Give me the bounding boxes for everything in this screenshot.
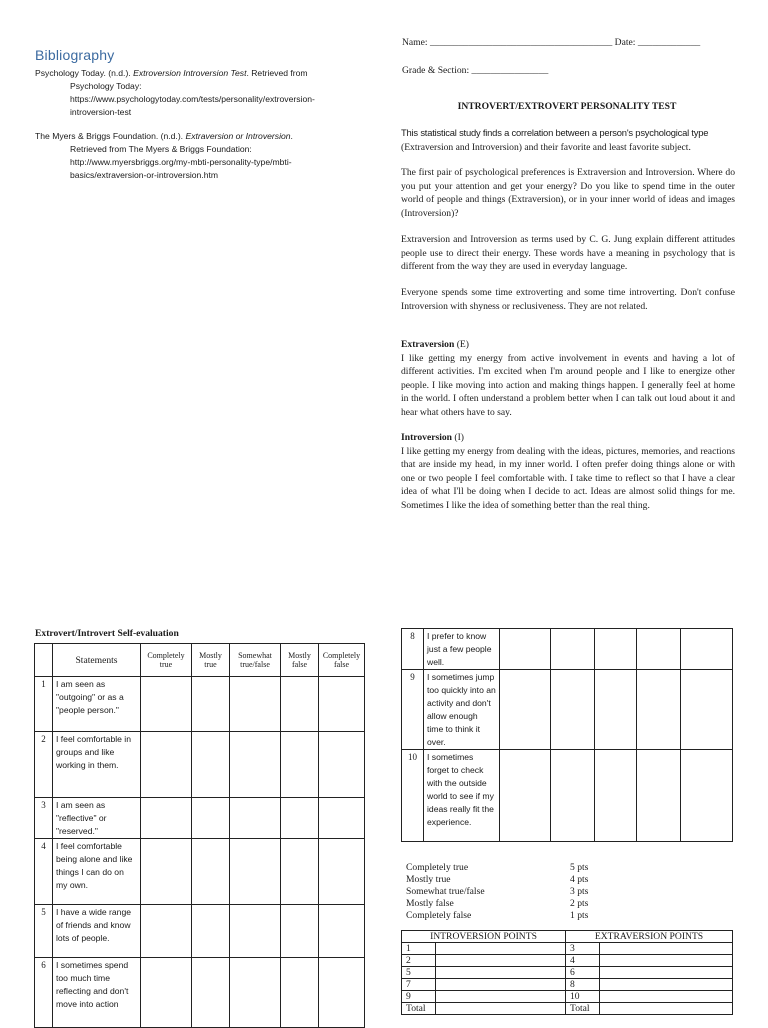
extraversion-item: 3: [566, 943, 600, 955]
header-statements: Statements: [53, 644, 141, 677]
row-number: 4: [35, 839, 53, 905]
points-cell[interactable]: [436, 979, 566, 991]
row-number: 2: [35, 732, 53, 798]
extraversion-text: I like getting my energy from active involvement in events and having a lot of different activities. I'm excited when I'm around people and I like to energize other people. I like moving into action and making things happen. I generally feel at home in the world. I often understand a problem better when I can talk out loud about it and hear what others have to say.: [401, 352, 735, 418]
points-table: [401, 930, 733, 1015]
self-evaluation-title: Extrovert/Introvert Self-evaluation: [35, 628, 179, 639]
intro-paragraph: [401, 126, 735, 154]
row-statement: I feel comfortable in groups and like working in them.: [53, 732, 141, 798]
row-statement: I sometimes forget to check with the outside world to see if my ideas really fit the experience.: [424, 750, 500, 842]
header-completely-true: Completely true: [141, 644, 192, 677]
introversion-item: 9: [402, 991, 436, 1003]
answer-cell[interactable]: [281, 732, 319, 798]
answer-cell[interactable]: [141, 798, 192, 839]
self-evaluation-table: [34, 643, 365, 1028]
bib-work-title: Extroversion Introversion Test: [133, 68, 247, 78]
answer-cell[interactable]: [319, 839, 365, 905]
answer-cell[interactable]: [681, 670, 733, 750]
paragraph-everyone: Everyone spends some time extroverting and some time introverting. Don't confuse Introversion with shyness or reclusiveness. They are not related.: [401, 287, 735, 312]
score-label: Completely false: [406, 910, 472, 921]
answer-cell[interactable]: [281, 905, 319, 958]
points-cell[interactable]: [600, 1003, 733, 1015]
table-row: [35, 798, 365, 839]
answer-cell[interactable]: [230, 958, 281, 1028]
row-statement: I am seen as "reflective" or "reserved.": [53, 798, 141, 839]
answer-cell[interactable]: [230, 732, 281, 798]
table-row: [402, 967, 733, 979]
answer-cell[interactable]: [192, 905, 230, 958]
paragraph-preferences: The first pair of psychological preferences is Extraversion and Introversion. Where do you put your attention and get your energy? Do you like to spend time in the outer world of people and things (Extraversion), or in your inner world of ideas and images (Introversion)?: [401, 167, 735, 219]
row-statement: I sometimes jump too quickly into an activity and don't allow enough time to think it over.: [424, 670, 500, 750]
answer-cell[interactable]: [595, 750, 637, 842]
bib-source: Retrieved from The Myers & Briggs Foundation:: [70, 144, 252, 154]
intro-lead: This statistical study finds a correlation between a person's psychological type: [401, 127, 709, 138]
bibliography-entry: [35, 67, 365, 119]
extraversion-item: 6: [566, 967, 600, 979]
row-number: 8: [402, 629, 424, 670]
row-number: 3: [35, 798, 53, 839]
extraversion-total-label: Total: [566, 1003, 600, 1015]
score-points: 5 pts: [570, 862, 589, 873]
points-cell[interactable]: [600, 979, 733, 991]
answer-cell[interactable]: [637, 670, 681, 750]
table-row: [402, 750, 733, 842]
introversion-item: 2: [402, 955, 436, 967]
answer-cell[interactable]: [319, 958, 365, 1028]
score-label: Completely true: [406, 862, 469, 873]
answer-cell[interactable]: [230, 677, 281, 732]
points-cell[interactable]: [600, 967, 733, 979]
points-cell[interactable]: [436, 955, 566, 967]
points-cell[interactable]: [600, 991, 733, 1003]
introversion-item: 5: [402, 967, 436, 979]
answer-cell[interactable]: [281, 677, 319, 732]
answer-cell[interactable]: [319, 732, 365, 798]
answer-cell[interactable]: [141, 677, 192, 732]
row-number: 10: [402, 750, 424, 842]
table-row: [402, 955, 733, 967]
introversion-total-label: Total: [402, 1003, 436, 1015]
introversion-item: 1: [402, 943, 436, 955]
bib-url-cont: basics/extraversion-or-introversion.htm: [70, 170, 219, 180]
bib-rest: . Retrieved from: [246, 68, 308, 78]
score-points: 3 pts: [570, 886, 589, 897]
bib-work-title: Extraversion or Introversion: [185, 131, 291, 141]
row-number: 5: [35, 905, 53, 958]
table-row: [402, 1003, 733, 1015]
bib-url: http://www.myersbriggs.org/my-mbti-personality-type/mbti-: [70, 157, 292, 167]
introversion-heading: Introversion: [401, 432, 452, 443]
points-cell[interactable]: [600, 955, 733, 967]
answer-cell[interactable]: [500, 750, 551, 842]
bibliography-title: Bibliography: [35, 47, 115, 63]
extraversion-item: 8: [566, 979, 600, 991]
answer-cell[interactable]: [551, 750, 595, 842]
answer-cell[interactable]: [141, 839, 192, 905]
scoring-points: [570, 862, 588, 922]
table-row: [35, 839, 365, 905]
points-cell[interactable]: [436, 1003, 566, 1015]
answer-cell[interactable]: [551, 670, 595, 750]
answer-cell[interactable]: [141, 732, 192, 798]
answer-cell[interactable]: [595, 629, 637, 670]
answer-cell[interactable]: [230, 798, 281, 839]
extraversion-code: (E): [454, 339, 469, 350]
answer-cell[interactable]: [192, 677, 230, 732]
answer-cell[interactable]: [637, 629, 681, 670]
header-mostly-true: Mostly true: [192, 644, 230, 677]
row-number: 6: [35, 958, 53, 1028]
answer-cell[interactable]: [141, 905, 192, 958]
answer-cell[interactable]: [681, 750, 733, 842]
answer-cell[interactable]: [681, 629, 733, 670]
self-evaluation-table-continued: [401, 628, 733, 842]
bib-source: Psychology Today:: [70, 81, 142, 91]
answer-cell[interactable]: [551, 629, 595, 670]
answer-cell[interactable]: [500, 670, 551, 750]
points-cell[interactable]: [600, 943, 733, 955]
answer-cell[interactable]: [319, 798, 365, 839]
table-row: [402, 979, 733, 991]
introversion-code: (I): [452, 432, 464, 443]
points-cell[interactable]: [436, 991, 566, 1003]
table-row: [402, 670, 733, 750]
score-points: 4 pts: [570, 874, 589, 885]
extraversion-section: [401, 338, 735, 419]
points-cell[interactable]: [436, 967, 566, 979]
introversion-text: I like getting my energy from dealing with the ideas, pictures, memories, and reactions that are inside my head, in my inner world. I often prefer doing things alone or with one or two people I feel comfortable with. I take time to reflect so that I have a clear idea of what I'll be doing when I decide to act. Ideas are almost solid things for me. Sometimes I like the idea of something better than the real thing.: [401, 445, 735, 511]
answer-cell[interactable]: [637, 750, 681, 842]
introversion-points-header: INTROVERSION POINTS: [402, 931, 566, 943]
name-date-line: Name: ______________________________________ Date: _____________: [402, 37, 701, 48]
answer-cell[interactable]: [281, 958, 319, 1028]
score-label: Somewhat true/false: [406, 886, 485, 897]
table-row: [402, 629, 733, 670]
header-completely-false: Completely false: [319, 644, 365, 677]
test-title: INTROVERT/EXTROVERT PERSONALITY TEST: [457, 101, 677, 112]
table-row: [35, 677, 365, 732]
answer-cell[interactable]: [595, 670, 637, 750]
row-statement: I am seen as "outgoing" or as a "people person.": [53, 677, 141, 732]
answer-cell[interactable]: [319, 677, 365, 732]
answer-cell[interactable]: [281, 839, 319, 905]
row-number: 1: [35, 677, 53, 732]
extraversion-points-header: EXTRAVERSION POINTS: [566, 931, 733, 943]
answer-cell[interactable]: [319, 905, 365, 958]
bib-author: Psychology Today. (n.d.).: [35, 68, 134, 78]
paragraph-jung: Extraversion and Introversion as terms used by C. G. Jung explain different attitudes people use to direct their energy. These words have a meaning in psychology that is different from the way they are used in everyday language.: [401, 234, 735, 272]
answer-cell[interactable]: [230, 905, 281, 958]
row-statement: I sometimes spend too much time reflecting and don't move into action: [53, 958, 141, 1028]
extraversion-item: 4: [566, 955, 600, 967]
intro-rest: (Extraversion and Introversion) and their favorite and least favorite subject.: [401, 141, 691, 153]
answer-cell[interactable]: [192, 732, 230, 798]
grade-section-line: Grade & Section: ________________: [402, 65, 549, 76]
score-points: 1 pts: [570, 910, 589, 921]
table-row: [35, 905, 365, 958]
introversion-section: [401, 431, 735, 512]
answer-cell[interactable]: [281, 798, 319, 839]
bib-author: The Myers & Briggs Foundation. (n.d.).: [35, 131, 186, 141]
header-somewhat: Somewhat true/false: [230, 644, 281, 677]
row-statement: I feel comfortable being alone and like things I can do on my own.: [53, 839, 141, 905]
score-label: Mostly false: [406, 898, 454, 909]
introversion-item: 7: [402, 979, 436, 991]
bib-rest: .: [290, 131, 293, 141]
row-number: 9: [402, 670, 424, 750]
score-label: Mostly true: [406, 874, 451, 885]
answer-cell[interactable]: [192, 798, 230, 839]
extraversion-item: 10: [566, 991, 600, 1003]
answer-cell[interactable]: [141, 958, 192, 1028]
table-row: [402, 991, 733, 1003]
score-points: 2 pts: [570, 898, 589, 909]
scoring-labels: [406, 862, 485, 922]
bib-url-cont: introversion-test: [70, 107, 132, 117]
header-mostly-false: Mostly false: [281, 644, 319, 677]
bib-url: https://www.psychologytoday.com/tests/personality/extroversion-: [70, 94, 315, 104]
row-statement: I have a wide range of friends and know lots of people.: [53, 905, 141, 958]
answer-cell[interactable]: [192, 958, 230, 1028]
answer-cell[interactable]: [500, 629, 551, 670]
table-row: [35, 732, 365, 798]
extraversion-heading: Extraversion: [401, 339, 455, 350]
table-row: [402, 943, 733, 955]
answer-cell[interactable]: [192, 839, 230, 905]
points-cell[interactable]: [436, 943, 566, 955]
answer-cell[interactable]: [230, 839, 281, 905]
bibliography-entry: [35, 130, 365, 182]
table-row: [35, 958, 365, 1028]
row-statement: I prefer to know just a few people well.: [424, 629, 500, 670]
